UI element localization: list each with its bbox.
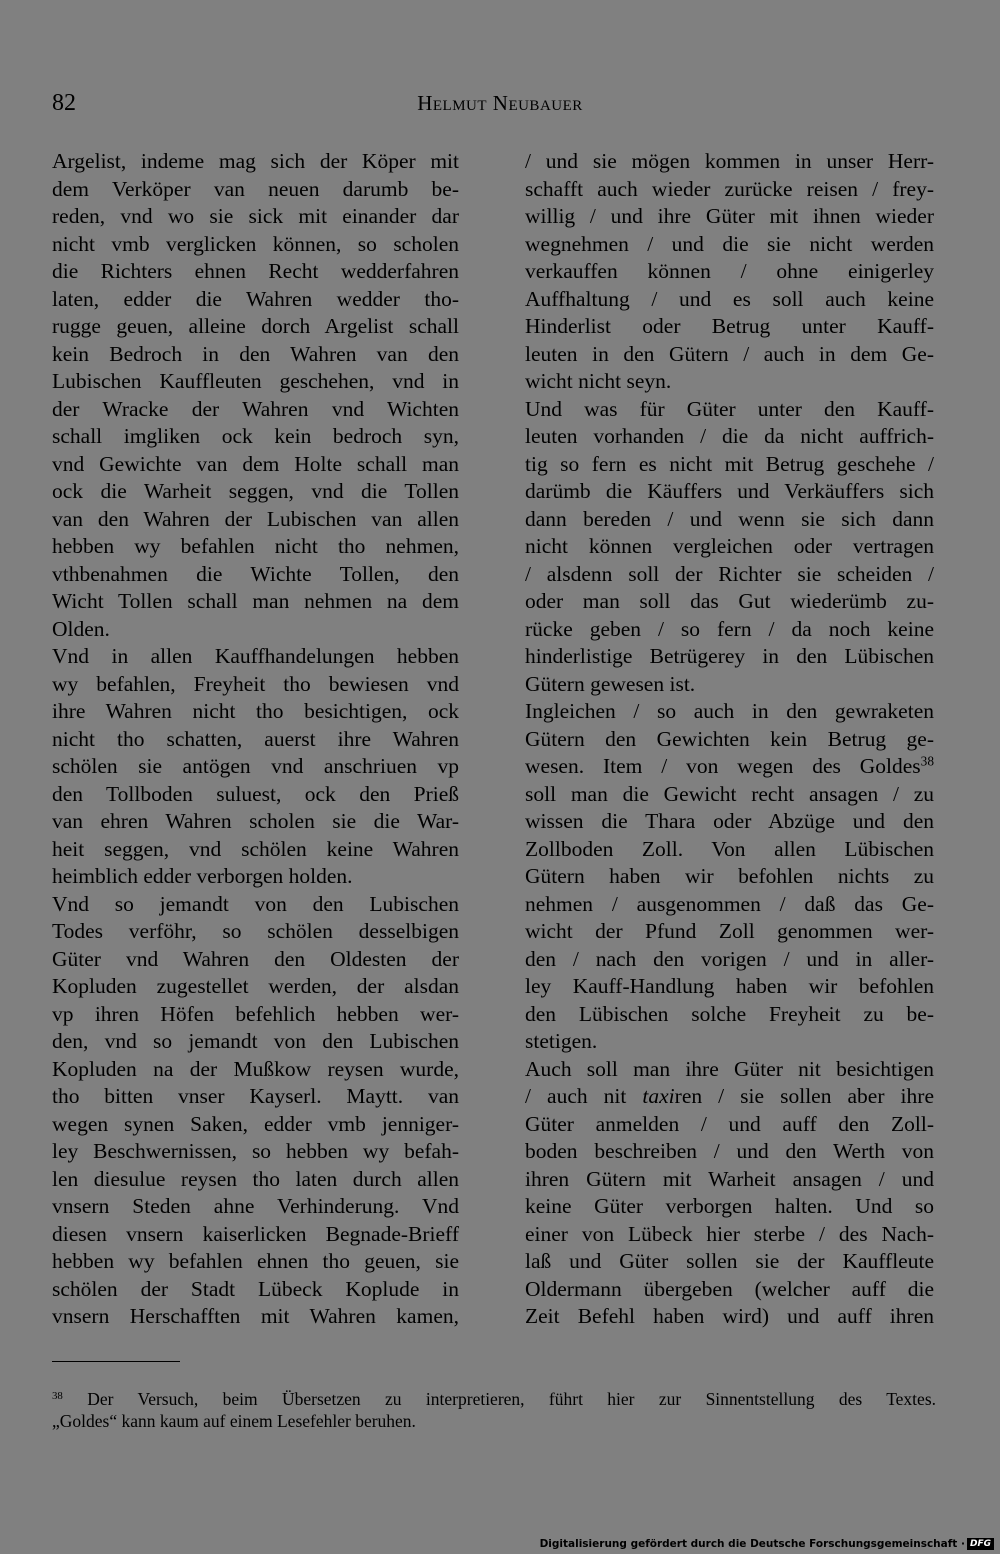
text-line-before: / auch nit (525, 1084, 643, 1108)
text-line: oder man soll das Gut wiederümb zu- (525, 589, 934, 613)
text-line: Oldermann übergeben (welcher auff die (525, 1276, 934, 1301)
text-line: verkauffen können / ohne einigerley (525, 259, 934, 283)
text-line: der Wracke der Wahren vnd Wichten (52, 396, 459, 421)
digitization-banner-text: Digitalisierung gefördert durch die Deutsche Forschungsgemeinschaft · (539, 1538, 965, 1550)
text-line: dem Verköper van neuen darumb be- (52, 176, 459, 201)
page-number: 82 (52, 90, 76, 116)
text-line: ley Kauff-Handlung haben wir befohlen (525, 974, 934, 998)
footnote (52, 1388, 936, 1432)
text-line: hinderlistige Betrügerey in den Lübischen (525, 644, 934, 668)
text-line: vnd Gewichte van dem Holte schall man (52, 451, 459, 476)
text-line: nicht vmb verglicken können, so scholen (52, 231, 459, 256)
text-line: vnsern Steden ahne Verhinderung. Vnd (52, 1194, 459, 1218)
text-line: Gütern haben wir befohlen nichts zu (525, 864, 934, 888)
text-line: den, vnd so jemandt von den Lubischen (52, 1029, 459, 1053)
text-line: hebben wy befahlen ehnen tho geuen, sie (52, 1249, 459, 1273)
text-line: laß und Güter sollen sie der Kauffleute (525, 1249, 934, 1273)
text-line: len diesulue reysen tho laten durch allen (52, 1166, 459, 1191)
digitization-banner (540, 1538, 994, 1550)
text-line (525, 753, 934, 781)
text-line: Kopluden zugestellet werden, der alsdan (52, 974, 459, 998)
text-line: ihren Gütern mit Warheit ansagen / und (525, 1166, 934, 1191)
text-line: hebben wy befahlen nicht tho nehmen, (52, 534, 459, 558)
text-line: heimblich edder verborgen holden. (52, 864, 353, 888)
text-line: vthbenahmen die Wichte Tollen, den (52, 561, 459, 586)
text-line (525, 1083, 934, 1111)
text-line: den Lübischen solche Freyheit zu be- (525, 1001, 934, 1026)
text-line: vp ihren Höfen befehlich hebben wer- (52, 1001, 459, 1026)
text-line: leuten vorhanden / die da nicht auffrich- (525, 424, 934, 448)
text-line: schafft auch wieder zurücke reisen / frey- (525, 176, 934, 201)
text-line: darümb die Käuffers und Verkäuffers sich (525, 479, 934, 503)
text-line: die Richters ehnen Recht wedderfahren (52, 259, 459, 283)
text-line: van den Wahren der Lubischen van allen (52, 506, 459, 531)
text-line: Argelist, indeme mag sich der Köper mit (52, 149, 459, 173)
text-line: stetigen. (525, 1029, 598, 1053)
text-line: / und sie mögen kommen in unser Herr- (525, 149, 934, 173)
text-line: den / nach den vorigen / und in aller- (525, 946, 934, 971)
text-line: dann bereden / und wenn sie sich dann (525, 506, 934, 531)
text-line: nicht tho schatten, auerst ihre Wahren (52, 726, 459, 751)
text-line: wy befahlen, Freyheit tho bewiesen vnd (52, 671, 459, 696)
text-line: ihre Wahren nicht tho besichtigen, ock (52, 699, 459, 723)
text-line: soll man die Gewicht recht ansagen / zu (525, 781, 934, 806)
text-line: Güter vnd Wahren den Oldesten der (52, 946, 459, 971)
text-line: ock die Warheit seggen, vnd die Tollen (52, 479, 459, 503)
text-line: Lubischen Kauffleuten geschehen, vnd in (52, 369, 459, 393)
footnote-line: „Goldes“ kann kaum auf einem Lesefehler beruhen. (52, 1411, 416, 1431)
text-line: reden, vnd wo sie sick mit einander dar (52, 204, 459, 228)
text-line: Vnd in allen Kauffhandelungen hebben (52, 644, 459, 668)
text-line: rugge geuen, alleine dorch Argelist schall (52, 314, 459, 338)
right-column-part-3 (525, 1111, 934, 1331)
text-line: schölen der Stadt Lübeck Koplude in (52, 1276, 459, 1301)
text-line: tig so fern es nicht mit Betrug geschehe / (525, 451, 934, 476)
text-line: wegen synen Saken, edder vmb jenniger- (52, 1111, 459, 1136)
text-line: / alsdenn soll der Richter sie scheiden / (525, 561, 934, 586)
right-column-part-1 (525, 148, 934, 753)
text-line: Gütern gewesen ist. (525, 671, 696, 696)
text-line: Zollboden Zoll. Von allen Lübischen (525, 836, 934, 861)
footnote-line (52, 1388, 936, 1410)
text-line: van ehren Wahren scholen sie die War- (52, 809, 459, 833)
text-line: nicht können vergleichen oder vertragen (525, 534, 934, 558)
text-line: Und was für Güter unter den Kauff- (525, 396, 934, 421)
text-line: Gütern den Gewichten kein Betrug ge- (525, 726, 934, 751)
text-line: Zeit Befehl haben wird) und auff ihren (525, 1304, 934, 1328)
text-line: Wicht Tollen schall man nehmen na dem (52, 589, 459, 613)
right-column (525, 148, 934, 1338)
text-line: Güter anmelden / und auff den Zoll- (525, 1111, 934, 1136)
text-line: Auffhaltung / und es soll auch keine (525, 286, 934, 311)
text-line: tho bitten vnser Kayserl. Maytt. van (52, 1084, 459, 1108)
text-line: wissen die Thara oder Abzüge und den (525, 809, 934, 833)
text-line: Ingleichen / so auch in den gewraketen (525, 699, 934, 723)
text-line: leuten in den Gütern / auch in dem Ge- (525, 341, 934, 366)
text-line: kein Bedroch in den Wahren van den (52, 341, 459, 366)
text-line: boden beschreiben / und den Werth von (525, 1139, 934, 1163)
running-head: Helmut Neubauer (417, 91, 583, 115)
text-line: Kopluden na der Mußkow reysen wurde, (52, 1056, 459, 1081)
text-line: wicht nicht seyn. (525, 369, 672, 393)
dfg-logo[interactable]: DFG (967, 1538, 994, 1550)
text-line: ley Beschwernissen, so hebben wy befah- (52, 1139, 459, 1163)
text-line: den Tollboden suluest, ock den Prieß (52, 781, 459, 806)
text-line-content: wesen. Item / von wegen des Goldes (525, 754, 921, 778)
text-line: diesen vnsern kaiserlicken Begnade-Brieff (52, 1221, 459, 1246)
text-line: Hinderlist oder Betrug unter Kauff- (525, 314, 934, 338)
text-line: wegnehmen / und die sie nicht werden (525, 231, 934, 256)
text-line: Olden. (52, 616, 110, 641)
italic-word-fragment: taxi (642, 1084, 675, 1108)
text-line: vnsern Herschafften mit Wahren kamen, (52, 1304, 459, 1328)
right-column-part-2 (525, 781, 934, 1056)
footnote-separator (52, 1361, 180, 1362)
text-line: willig / und ihre Güter mit ihnen wieder (525, 204, 934, 228)
text-line: schölen sie antögen vnd anschriuen vp (52, 754, 459, 778)
text-line: Todes verföhr, so schölen desselbigen (52, 919, 459, 943)
text-line: laten, edder die Wahren wedder tho- (52, 286, 459, 311)
text-line: einer von Lübeck hier sterbe / des Nach- (525, 1221, 934, 1246)
footnote-reference[interactable]: 38 (920, 753, 934, 769)
text-line: nehmen / ausgenommen / daß das Ge- (525, 891, 934, 916)
text-line: Vnd so jemandt von den Lubischen (52, 891, 459, 916)
footnote-marker: 38 (52, 1390, 63, 1403)
text-line: Auch soll man ihre Güter nit besichtigen (525, 1056, 934, 1081)
text-line: wicht der Pfund Zoll genommen wer- (525, 919, 934, 943)
text-line: schall imgliken ock kein bedroch syn, (52, 424, 459, 448)
text-line: keine Güter verborgen halten. Und so (525, 1194, 934, 1218)
text-line: heit seggen, vnd schölen keine Wahren (52, 836, 459, 861)
text-line-after: ren / sie sollen aber ihre (674, 1084, 934, 1108)
left-column (52, 148, 459, 1338)
footnote-text-1: Der Versuch, beim Übersetzen zu interpretieren, führt hier zur Sinnentstellung des Textes. (87, 1389, 937, 1409)
text-line: rücke geben / so fern / da noch keine (525, 616, 934, 641)
